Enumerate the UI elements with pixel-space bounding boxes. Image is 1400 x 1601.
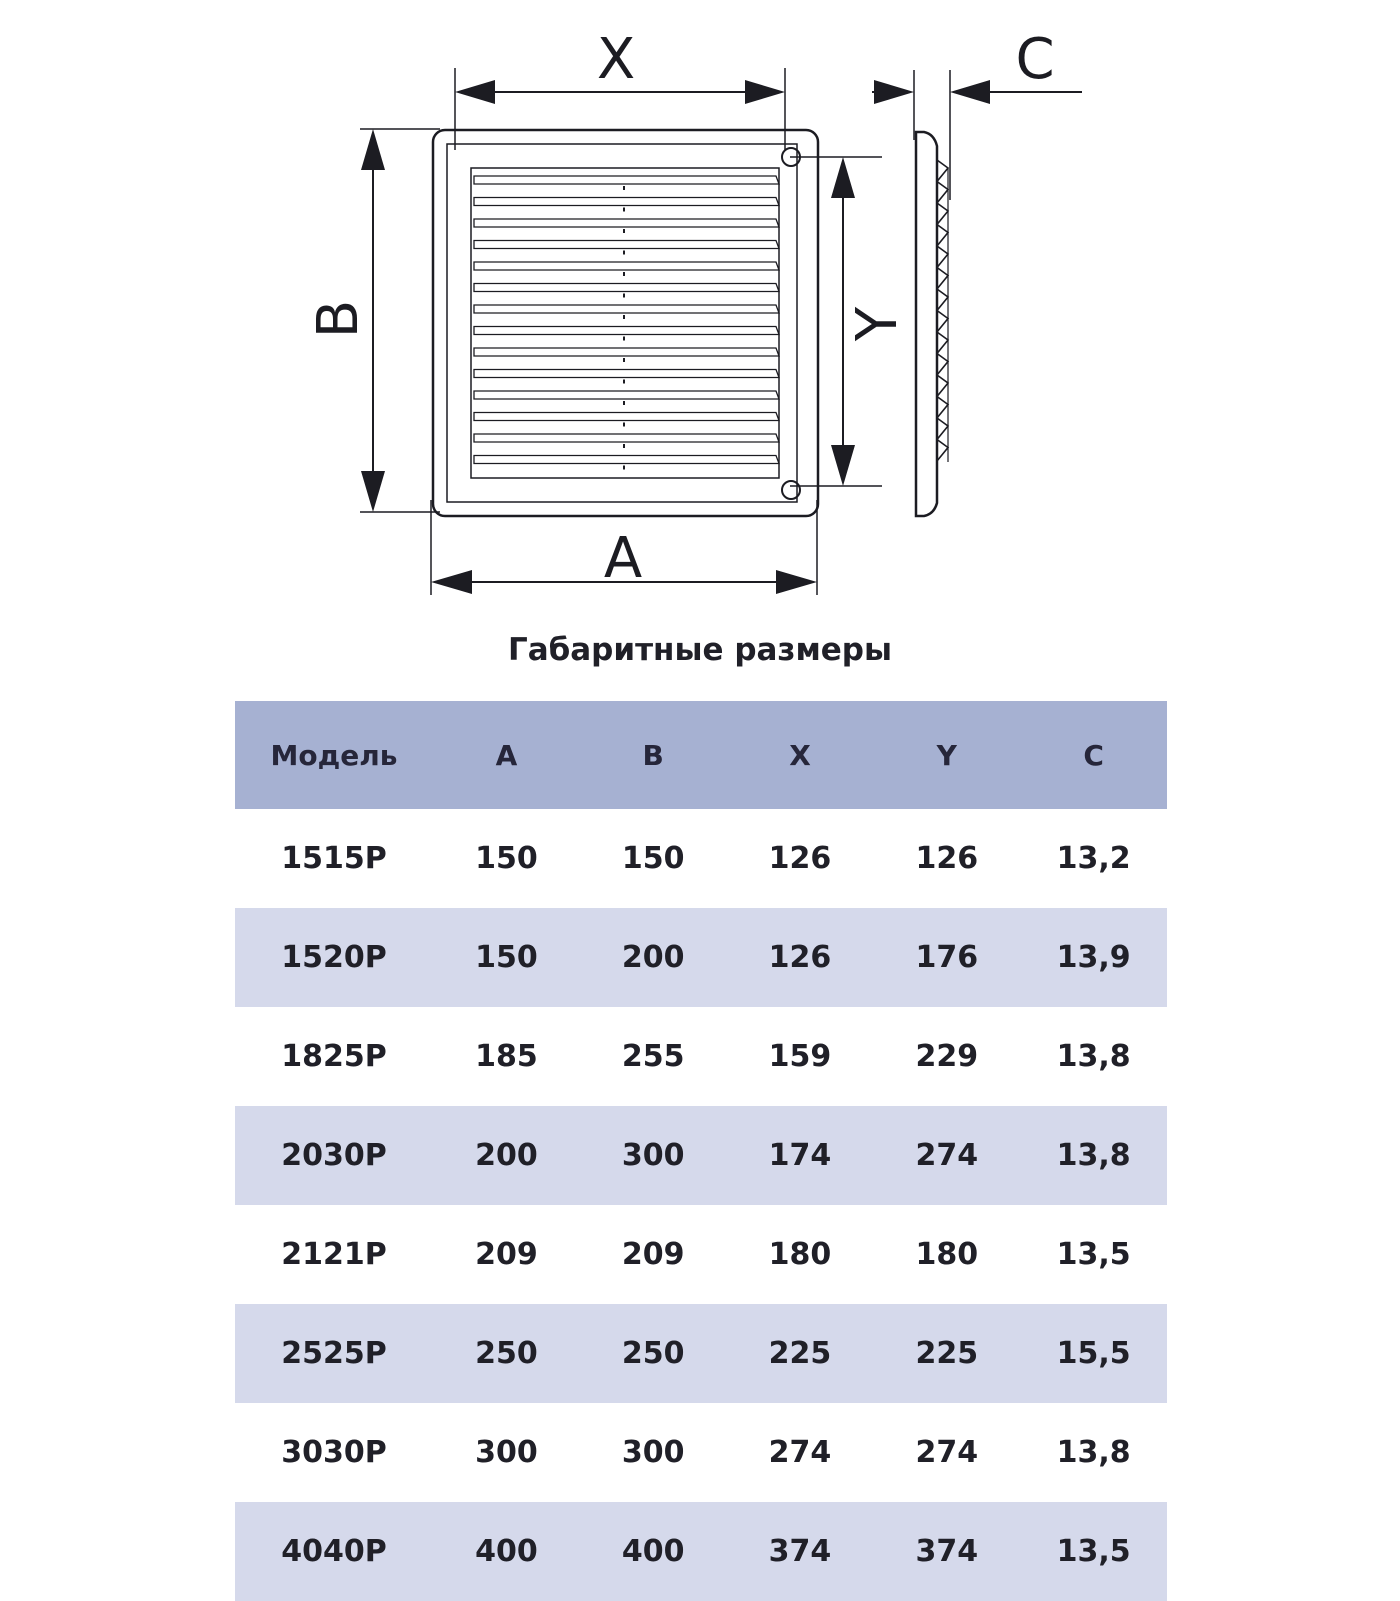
louver-slat (474, 434, 779, 442)
table-row (235, 1205, 1167, 1304)
louver-opening (471, 168, 779, 478)
cell-c: 13,8 (1056, 1435, 1131, 1470)
dimension-c-label: C (1015, 27, 1055, 92)
cell-y: 229 (915, 1039, 979, 1074)
cell-x: 374 (727, 1502, 874, 1601)
table-row (235, 1403, 1167, 1502)
cell-model: 2121P (281, 1237, 387, 1272)
table-body (235, 809, 1167, 1601)
grille-front-view (433, 130, 818, 516)
outer-frame (433, 130, 818, 516)
cell-b: 300 (580, 1106, 727, 1205)
cell-b: 400 (580, 1502, 727, 1601)
cell-b: 209 (621, 1237, 685, 1272)
cell-c: 15,5 (1020, 1304, 1167, 1403)
louver-slat (474, 219, 779, 227)
cell-b: 300 (621, 1435, 685, 1470)
cell-a: 185 (475, 1039, 538, 1074)
grille-drawing (0, 0, 1400, 640)
cell-y: 126 (915, 841, 979, 876)
cell-b: 150 (621, 841, 685, 876)
dimension-x-label: X (596, 27, 636, 92)
louver-slat (474, 176, 779, 184)
cell-c: 13,5 (1056, 1237, 1131, 1272)
cell-a: 400 (433, 1502, 580, 1601)
cell-a: 300 (475, 1435, 538, 1470)
cell-b: 250 (580, 1304, 727, 1403)
cell-y: 274 (873, 1106, 1020, 1205)
cell-x: 159 (768, 1039, 832, 1074)
louver-slat (474, 391, 779, 399)
header-b: B (580, 701, 727, 809)
table-row (235, 1502, 1167, 1601)
cell-y: 180 (915, 1237, 979, 1272)
cell-x: 126 (727, 908, 874, 1007)
dimension-b (360, 129, 440, 512)
cell-c: 13,2 (1056, 841, 1131, 876)
louver-slat (474, 327, 779, 335)
cell-x: 126 (768, 841, 832, 876)
louver-slat (474, 198, 779, 206)
dimension-b-label: B (306, 299, 371, 339)
cell-model: 3030P (281, 1435, 387, 1470)
cell-a: 150 (433, 908, 580, 1007)
cell-c: 13,9 (1020, 908, 1167, 1007)
cell-model: 1825P (281, 1039, 387, 1074)
header-c: C (1020, 701, 1167, 809)
louver-slat (474, 413, 779, 421)
side-louver-teeth (937, 160, 948, 461)
cell-model: 2030P (235, 1106, 433, 1205)
table-row (235, 1007, 1167, 1106)
header-model: Модель (235, 701, 433, 809)
louver-slat (474, 262, 779, 270)
cell-y: 225 (873, 1304, 1020, 1403)
side-louver-profile (937, 160, 948, 462)
cell-model: 4040P (235, 1502, 433, 1601)
louver-slat (474, 348, 779, 356)
header-a: A (433, 701, 580, 809)
cell-model: 1520P (235, 908, 433, 1007)
cell-y: 374 (873, 1502, 1020, 1601)
cell-model: 1515P (281, 841, 387, 876)
dimension-a-label: A (603, 526, 643, 591)
table-row (235, 809, 1167, 908)
header-y: Y (873, 701, 1020, 809)
louver-slat (474, 305, 779, 313)
cell-y: 176 (873, 908, 1020, 1007)
louver-slat (474, 456, 779, 464)
louver-slat (474, 284, 779, 292)
grille-side-view (916, 132, 948, 516)
louver-slats (474, 176, 779, 470)
cell-c: 13,5 (1020, 1502, 1167, 1601)
dimensions-table (235, 701, 1167, 1601)
side-flange (916, 132, 937, 516)
cell-c: 13,8 (1020, 1106, 1167, 1205)
table-title: Габаритные размеры (507, 632, 893, 668)
dimension-y-label: Y (845, 306, 910, 342)
louver-slat (474, 370, 779, 378)
table-row (235, 1106, 1167, 1205)
cell-a: 250 (433, 1304, 580, 1403)
cell-x: 274 (768, 1435, 832, 1470)
cell-a: 209 (475, 1237, 538, 1272)
table-header-row (235, 701, 1167, 809)
cell-x: 174 (727, 1106, 874, 1205)
cell-y: 274 (915, 1435, 979, 1470)
cell-b: 255 (621, 1039, 685, 1074)
cell-x: 225 (727, 1304, 874, 1403)
header-x: X (727, 701, 874, 809)
louver-slat (474, 241, 779, 249)
cell-c: 13,8 (1056, 1039, 1131, 1074)
cell-b: 200 (580, 908, 727, 1007)
table-row (235, 1304, 1167, 1403)
cell-a: 150 (475, 841, 538, 876)
cell-x: 180 (768, 1237, 832, 1272)
cell-a: 200 (433, 1106, 580, 1205)
cell-model: 2525P (235, 1304, 433, 1403)
table-row (235, 908, 1167, 1007)
